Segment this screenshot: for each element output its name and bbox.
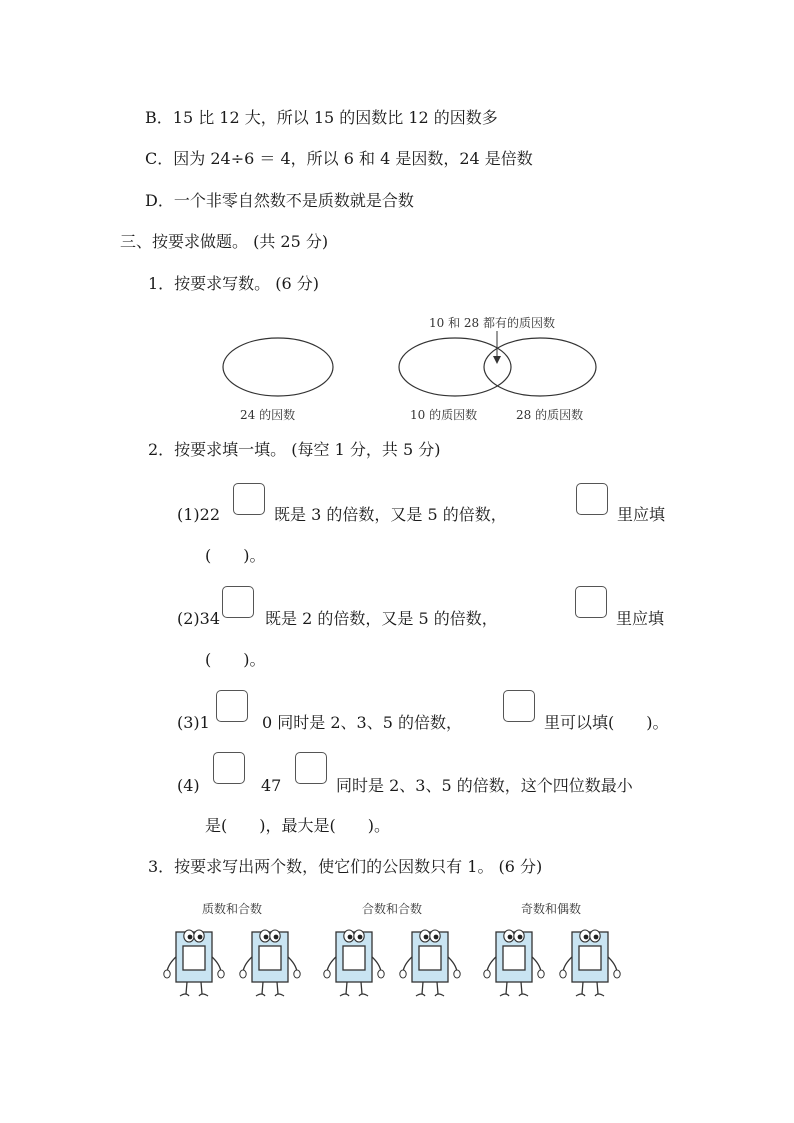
group-label-odd-even: 奇数和偶数 [521,902,582,916]
robot-3 [324,930,384,996]
group-label-composite-composite: 合数和合数 [362,902,423,916]
q2-p1-prefix: (1)22 [177,505,221,524]
q2-p2-suffix: 里应填 [616,609,665,628]
q2-p3-suffix: 里可以填( )。 [544,713,669,732]
option-c: C．因为 24÷6 ＝ 4，所以 6 和 4 是因数，24 是倍数 [145,149,533,168]
q2-p1-suffix: 里应填 [617,505,666,524]
question-2-title: 2．按要求填一填。 (每空 1 分，共 5 分) [148,440,441,459]
robot-2 [240,930,300,996]
answer-box-2b[interactable] [575,586,607,618]
label-common-prime-factors: 10 和 28 都有的质因数 [429,316,555,330]
arrow-head [493,356,501,364]
answer-box-3a[interactable] [216,690,248,722]
label-10-prime-factors: 10 的质因数 [410,408,478,422]
answer-box-1a[interactable] [233,483,265,515]
answer-box-4b[interactable] [295,752,327,784]
q2-p4-suffix: 同时是 2、3、5 的倍数，这个四位数最小 [336,776,633,795]
option-d: D．一个非零自然数不是质数就是合数 [145,191,414,210]
answer-box-3b[interactable] [503,690,535,722]
robot-5 [484,930,544,996]
section-3-title: 三、按要求做题。 (共 25 分) [120,232,329,251]
q2-p3-prefix: (3)1 [177,713,210,732]
answer-box-4a[interactable] [213,752,245,784]
group-label-prime-composite: 质数和合数 [202,902,263,916]
q2-p1-blank[interactable]: ( )。 [205,546,266,565]
q2-p2-blank[interactable]: ( )。 [205,650,266,669]
q2-p2-mid: 既是 2 的倍数，又是 5 的倍数， [265,609,498,628]
ellipse-28-prime-factors [484,338,596,396]
q2-p4-line2[interactable]: 是( )，最大是( )。 [205,816,390,835]
answer-box-2a[interactable] [222,586,254,618]
venn-diagrams [0,310,794,430]
q2-p1-mid: 既是 3 的倍数，又是 5 的倍数， [274,505,507,524]
option-b: B．15 比 12 大，所以 15 的因数比 12 的因数多 [145,108,498,127]
q2-p2-prefix: (2)34 [177,609,221,628]
q2-p4-mid: 47 [261,776,282,795]
question-3-title: 3．按要求写出两个数，使它们的公因数只有 1。 (6 分) [148,857,543,876]
robot-figures [0,922,794,1022]
label-28-prime-factors: 28 的质因数 [516,408,584,422]
ellipse-10-prime-factors [399,338,511,396]
robot-6 [560,930,620,996]
label-24-factors: 24 的因数 [240,408,296,422]
question-1-title: 1．按要求写数。 (6 分) [148,274,320,293]
answer-box-1b[interactable] [576,483,608,515]
q2-p4-prefix: (4) [177,776,200,795]
ellipse-24-factors [223,338,333,396]
q2-p3-mid: 0 同时是 2、3、5 的倍数， [262,713,462,732]
robot-1 [164,930,224,996]
robot-4 [400,930,460,996]
